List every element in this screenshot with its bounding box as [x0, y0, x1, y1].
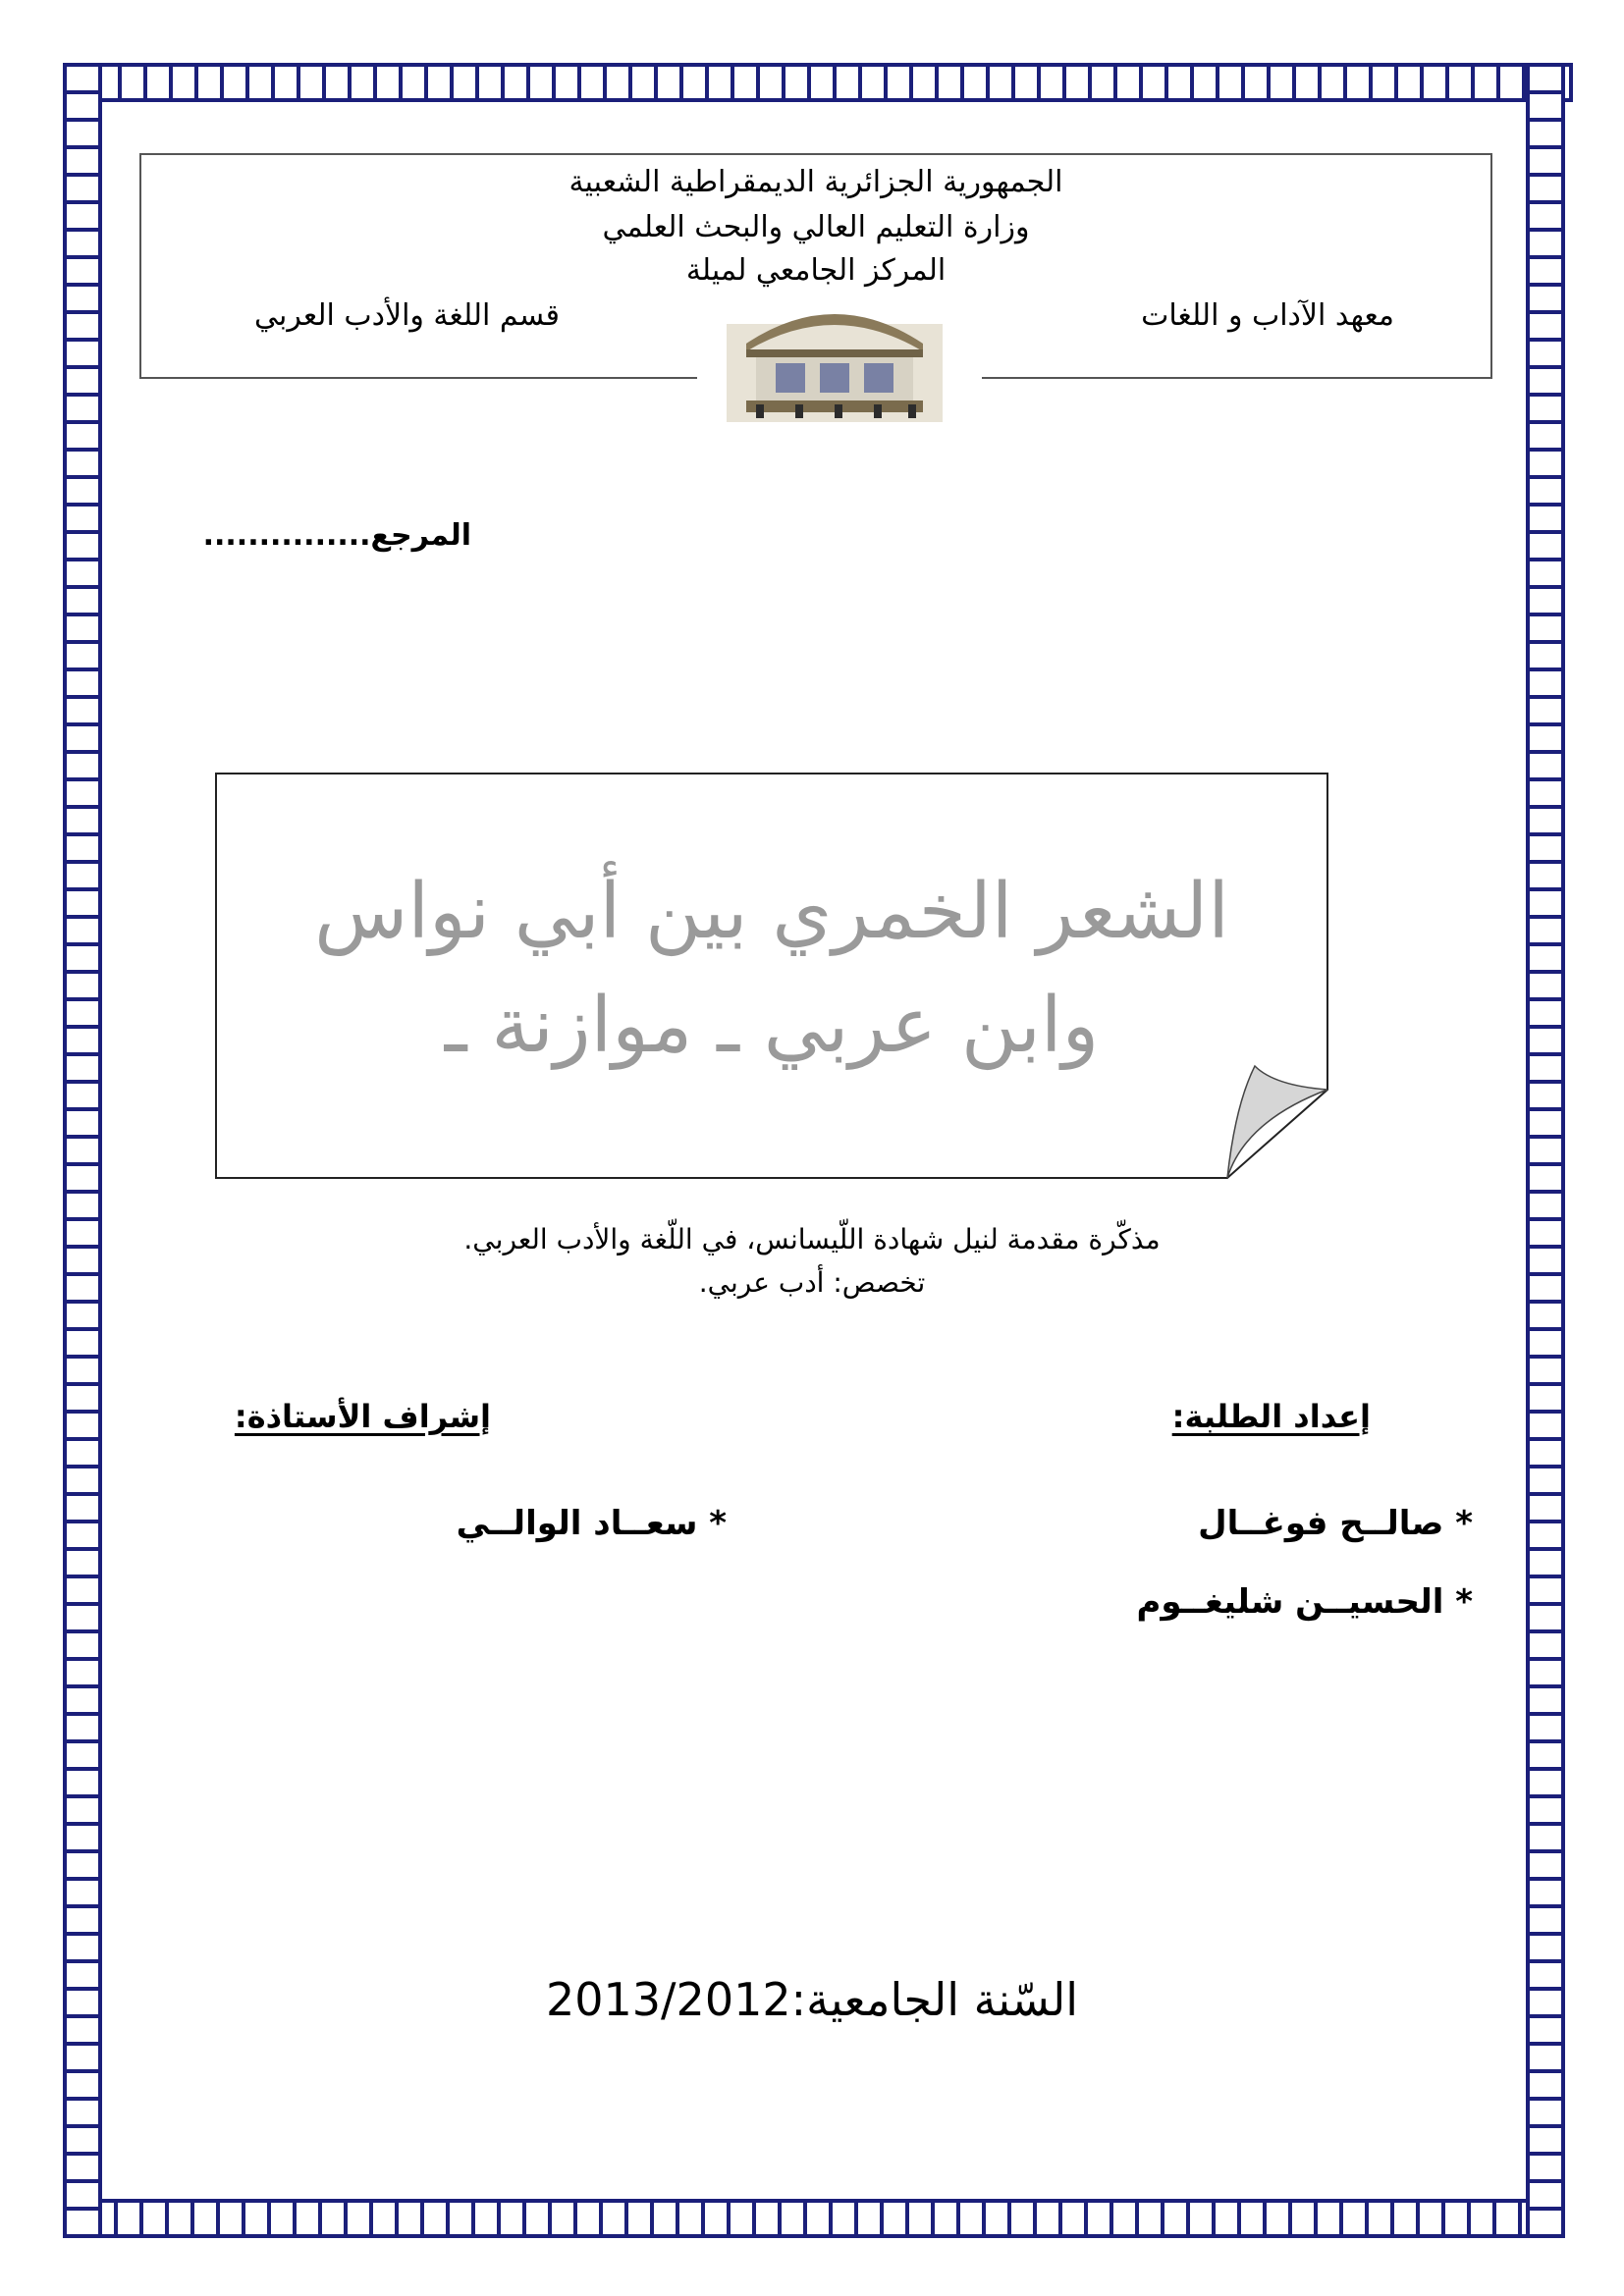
title-card [214, 772, 1329, 1180]
header-university-center: المركز الجامعي لميلة [685, 253, 947, 288]
page-border-bottom [63, 2199, 1565, 2238]
header-republic: الجمهورية الجزائرية الديمقراطية الشعبية [568, 165, 1063, 199]
student-name-1: * صالــح فوغــال [1198, 1504, 1473, 1543]
supervisor-name: * سعــاد الوالــي [456, 1504, 727, 1543]
header-institute: معهد الآداب و اللغات [1141, 298, 1394, 333]
page-border-top [63, 63, 1573, 102]
supervisor-heading: إشراف الأستاذة: [234, 1398, 491, 1435]
header-department: قسم اللغة والأدب العربي [253, 298, 560, 333]
title-line-1: الشعر الخمري بين أبي نواس [314, 868, 1229, 956]
academic-year: السّنة الجامعية:2013/2012 [545, 1973, 1078, 2026]
specialization: تخصص: أدب عربي. [698, 1266, 926, 1299]
reference-label: المرجع............... [202, 518, 471, 553]
page-border-right [1526, 63, 1565, 2238]
header-ministry: وزارة التعليم العالي والبحث العلمي [602, 210, 1030, 244]
university-logo [727, 285, 943, 422]
title-card-frame [214, 772, 1329, 1180]
title-line-2: وابن عربي ـ موازنة ـ [444, 982, 1100, 1070]
student-name-2: * الحسيــن شليغــوم [1136, 1582, 1473, 1622]
students-heading: إعداد الطلبة: [1171, 1398, 1371, 1435]
thesis-description: مذكّرة مقدمة لنيل شهادة اللّيسانس، في اللّغة والأدب العربي. [463, 1223, 1161, 1255]
page-border-left [63, 63, 102, 2238]
